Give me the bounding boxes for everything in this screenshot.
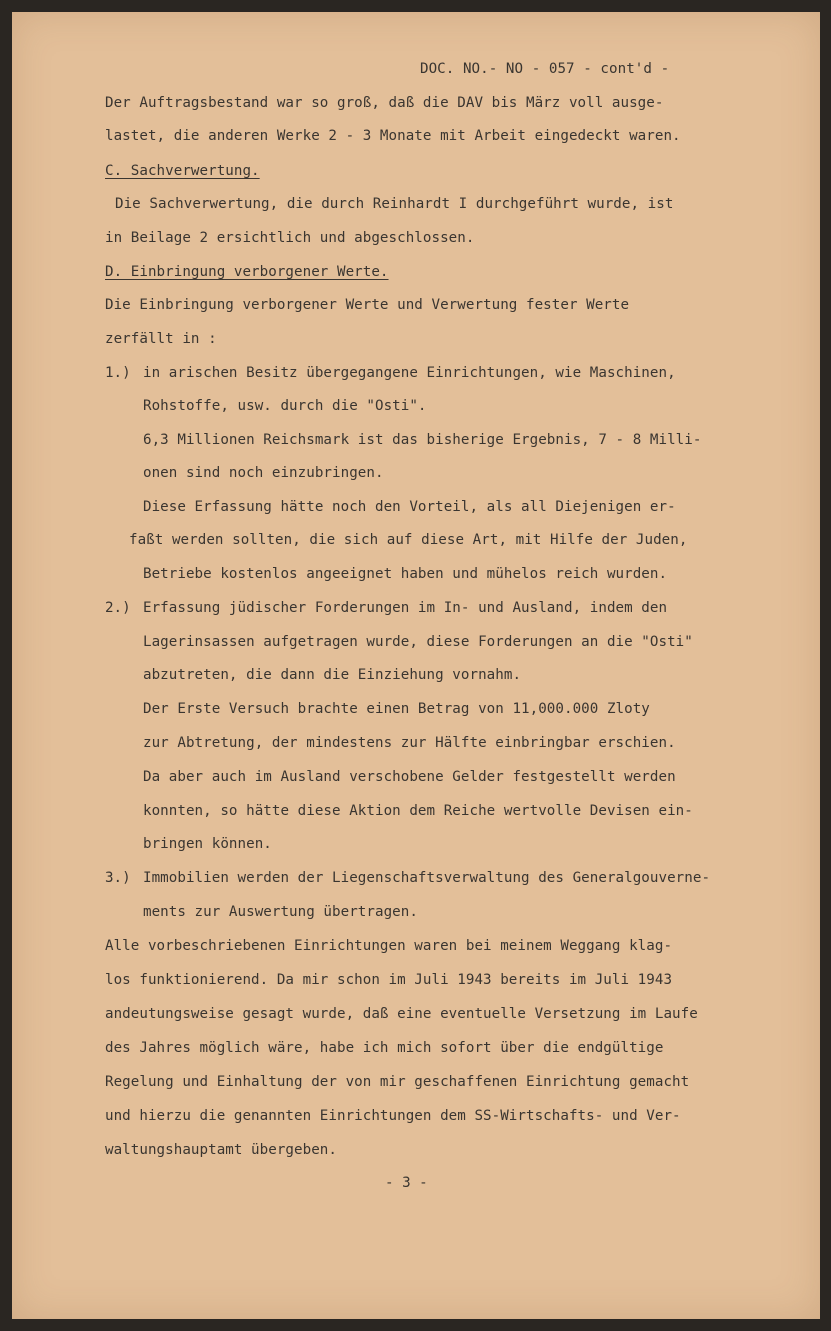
paragraph-line: andeutungsweise gesagt wurde, daß eine eventuelle Versetzung im Laufe (105, 1006, 698, 1022)
list-item-line: abzutreten, die dann die Einziehung vornahm. (143, 667, 522, 683)
list-item-line: faßt werden sollten, die sich auf diese Art, mit Hilfe der Juden, (129, 532, 688, 548)
list-item-number: 1.) (105, 365, 131, 381)
paragraph-line: zerfällt in : (105, 331, 217, 347)
paragraph-line: Die Einbringung verborgener Werte und Verwertung fester Werte (105, 297, 630, 313)
list-item-line: Rohstoffe, usw. durch die "Osti". (143, 398, 427, 414)
list-item-line: Da aber auch im Ausland verschobene Gelder festgestellt werden (143, 769, 676, 785)
list-item-line: in arischen Besitz übergegangene Einrichtungen, wie Maschinen, (143, 365, 676, 381)
paragraph-line: in Beilage 2 ersichtlich und abgeschlossen. (105, 230, 475, 246)
list-item-line: 6,3 Millionen Reichsmark ist das bisherige Ergebnis, 7 - 8 Milli- (143, 432, 702, 448)
list-item-line: Der Erste Versuch brachte einen Betrag von 11,000.000 Zloty (143, 701, 650, 717)
paragraph-line: Die Sachverwertung, die durch Reinhardt I durchgeführt wurde, ist (115, 196, 674, 212)
page-number: - 3 - (385, 1175, 428, 1191)
document-reference: DOC. NO.- NO - 057 - cont'd - (420, 61, 670, 77)
list-item-line: ments zur Auswertung übertragen. (143, 904, 418, 920)
list-item-line: Lagerinsassen aufgetragen wurde, diese Forderungen an die "Osti" (143, 634, 693, 650)
document-page (12, 12, 820, 1319)
paragraph-line: waltungshauptamt übergeben. (105, 1142, 337, 1158)
list-item-line: Immobilien werden der Liegenschaftsverwaltung des Generalgouverne- (143, 870, 711, 886)
paragraph-line: Regelung und Einhaltung der von mir geschaffenen Einrichtung gemacht (105, 1074, 690, 1090)
list-item-line: Diese Erfassung hätte noch den Vorteil, als all Diejenigen er- (143, 499, 676, 515)
list-item-line: konnten, so hätte diese Aktion dem Reiche wertvolle Devisen ein- (143, 803, 693, 819)
list-item-line: Betriebe kostenlos angeeignet haben und mühelos reich wurden. (143, 566, 668, 582)
paragraph-line: los funktionierend. Da mir schon im Juli 1943 bereits im Juli 1943 (105, 972, 673, 988)
list-item-line: Erfassung jüdischer Forderungen im In- und Ausland, indem den (143, 600, 668, 616)
list-item-number: 2.) (105, 600, 131, 616)
list-item-line: bringen können. (143, 836, 272, 852)
list-item-line: onen sind noch einzubringen. (143, 465, 384, 481)
list-item-number: 3.) (105, 870, 131, 886)
paragraph-line: Der Auftragsbestand war so groß, daß die DAV bis März voll ausge- (105, 95, 664, 111)
section-heading-d: D. Einbringung verborgener Werte. (105, 264, 389, 280)
paragraph-line: des Jahres möglich wäre, habe ich mich sofort über die endgültige (105, 1040, 664, 1056)
paragraph-line: lastet, die anderen Werke 2 - 3 Monate mit Arbeit eingedeckt waren. (105, 128, 681, 144)
list-item-line: zur Abtretung, der mindestens zur Hälfte einbringbar erschien. (143, 735, 676, 751)
section-heading-c: C. Sachverwertung. (105, 163, 260, 179)
paragraph-line: Alle vorbeschriebenen Einrichtungen waren bei meinem Weggang klag- (105, 938, 673, 954)
paragraph-line: und hierzu die genannten Einrichtungen dem SS-Wirtschafts- und Ver- (105, 1108, 681, 1124)
